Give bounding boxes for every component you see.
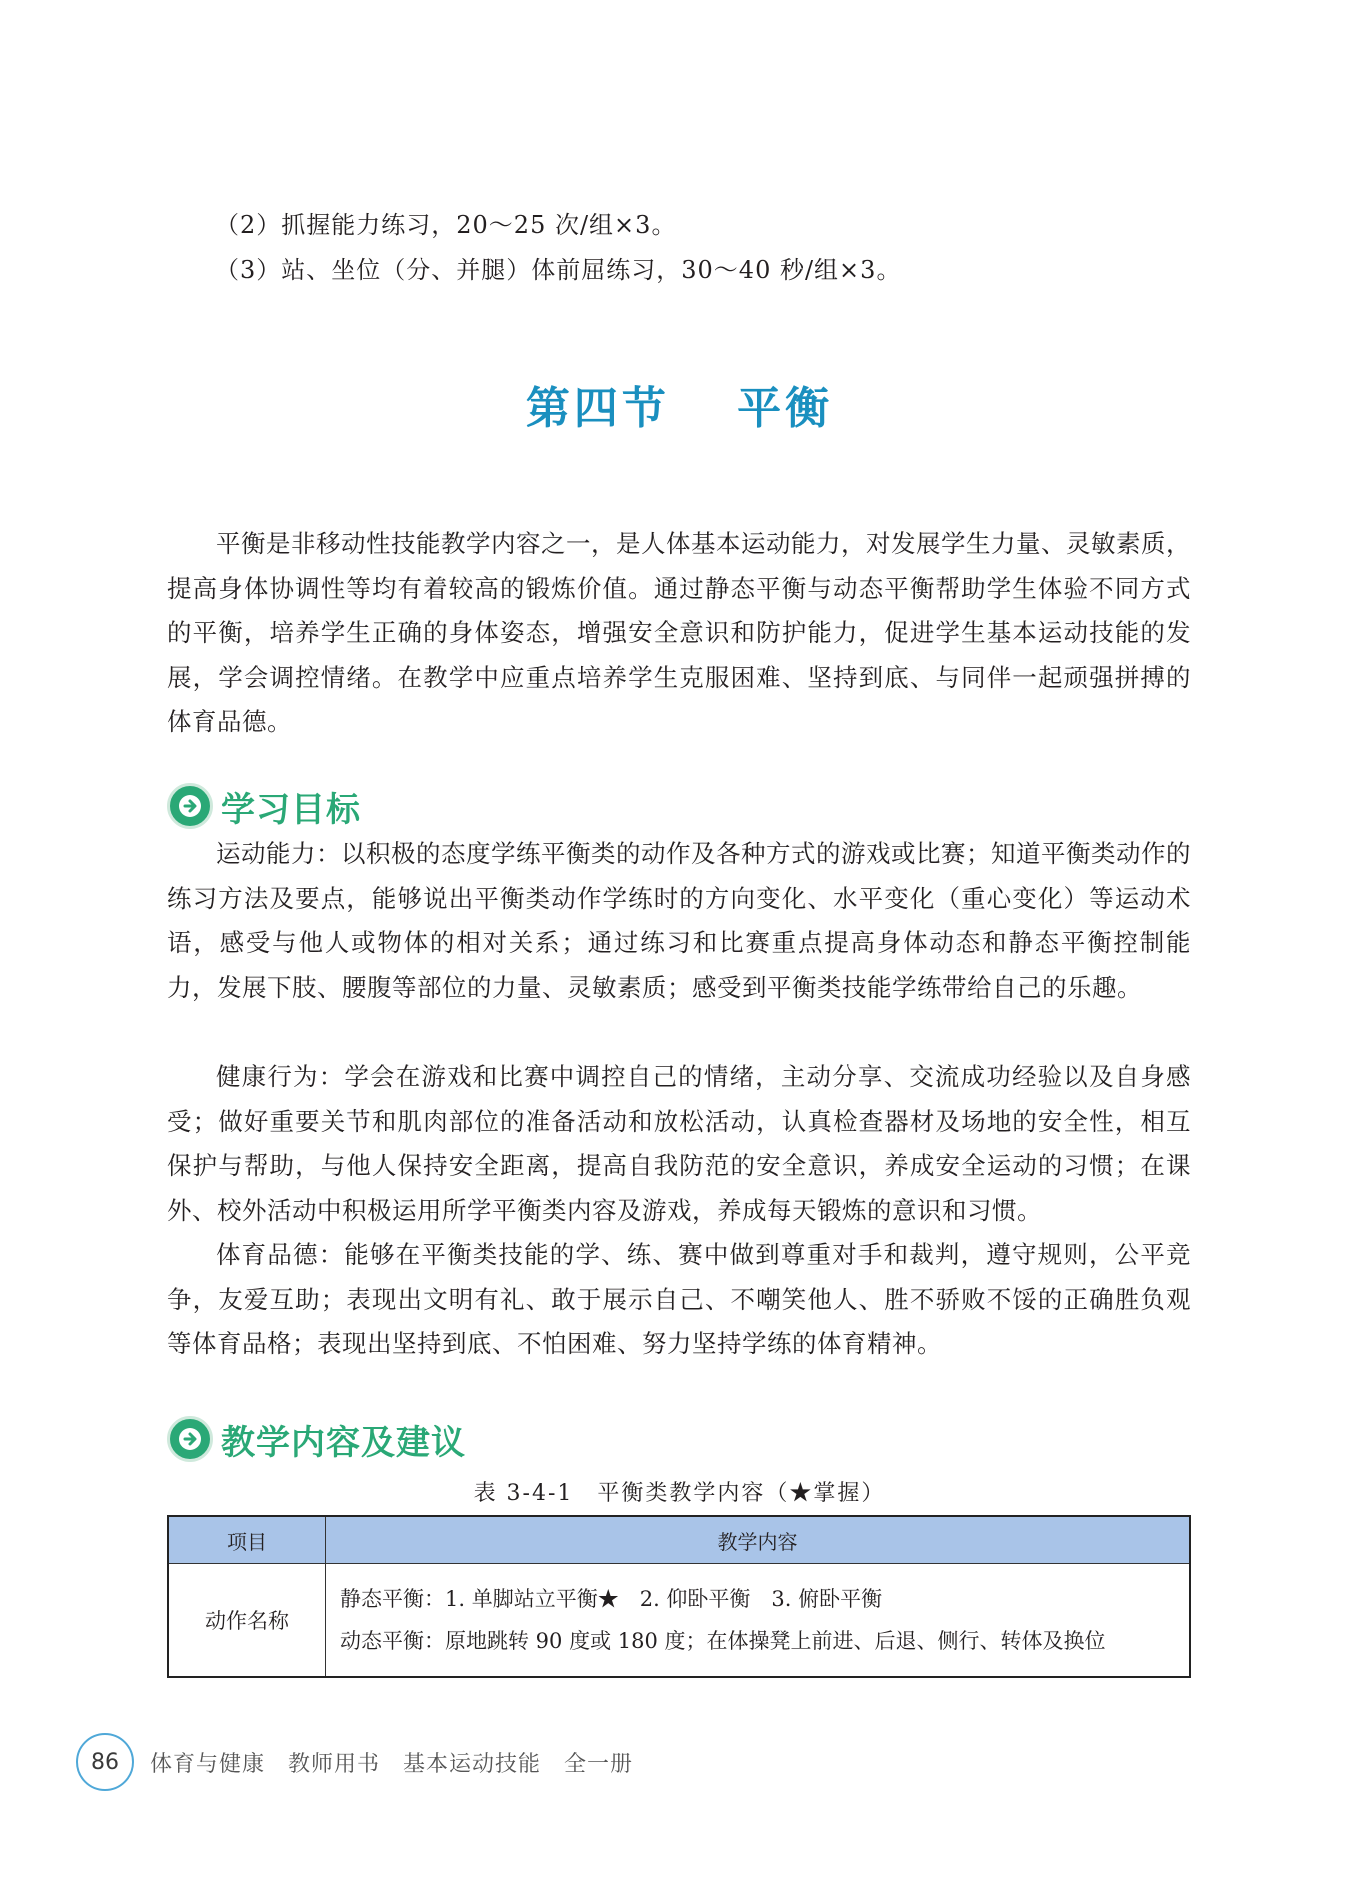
static-balance-line: 静态平衡：1. 单脚站立平衡★ 2. 仰卧平衡 3. 俯卧平衡	[340, 1587, 883, 1611]
intro-paragraph: 平衡是非移动性技能教学内容之一，是人体基本运动能力，对发展学生力量、灵敏素质，提高身体协调性等均有着较高的锻炼价值。通过静态平衡与动态平衡帮助学生体验不同方式的平衡，培养学生正确的身体姿态，增强安全意识和防护能力，促进学生基本运动技能的发展，学会调控情绪。在教学中应重点培养学生克服困难、坚持到底、与同伴一起顽强拼搏的体育品德。	[167, 529, 1191, 736]
dynamic-balance-line: 动态平衡：原地跳转 90 度或 180 度；在体操凳上前进、后退、侧行、转体及换位	[340, 1629, 1106, 1653]
goal-sports-ethics: 体育品德：能够在平衡类技能的学、练、赛中做到尊重对手和裁判，遵守规则，公平竞争，友爱互助；表现出文明有礼、敢于展示自己、不嘲笑他人、胜不骄败不馁的正确胜负观等体育品格；表现出坚持到底、不怕困难、努力坚持学练的体育精神。	[167, 1240, 1191, 1358]
heading-learning-goals	[167, 781, 361, 831]
page-number: 86	[76, 1733, 134, 1791]
goal-health-behavior: 健康行为：学会在游戏和比赛中调控自己的情绪，主动分享、交流成功经验以及自身感受；做好重要关节和肌肉部位的准备活动和放松活动，认真检查器材及场地的安全性，相互保护与帮助，与他人保持安全距离，提高自我防范的安全意识，养成安全运动的习惯；在课外、校外活动中积极运用所学平衡类内容及游戏，养成每天锻炼的意识和习惯。	[167, 1062, 1191, 1225]
heading-teaching-content	[167, 1414, 466, 1464]
page-footer	[76, 1733, 633, 1791]
section-title: 第四节 平衡	[525, 383, 834, 434]
header-item: 项目	[168, 1516, 326, 1564]
goal-motor-ability: 运动能力：以积极的态度学练平衡类的动作及各种方式的游戏或比赛；知道平衡类动作的练习方法及要点，能够说出平衡类动作学练时的方向变化、水平变化（重心变化）等运动术语，感受与他人或物体的相对关系；通过练习和比赛重点提高身体动态和静态平衡控制能力，发展下肢、腰腹等部位的力量、灵敏素质；感受到平衡类技能学练带给自己的乐趣。	[167, 839, 1191, 1002]
table-caption: 表 3-4-1 平衡类教学内容（★掌握）	[473, 1481, 886, 1506]
content-table	[167, 1515, 1191, 1678]
row-label: 动作名称	[168, 1564, 326, 1678]
list-item-2: （2）抓握能力练习，20～25 次/组×3。	[215, 211, 677, 239]
heading-label: 学习目标	[221, 789, 361, 830]
table-header-row	[168, 1516, 1190, 1564]
list-item-3: （3）站、坐位（分、并腿）体前屈练习，30～40 秒/组×3。	[215, 256, 902, 284]
arrow-right-circle-icon	[167, 783, 213, 829]
heading-label: 教学内容及建议	[221, 1422, 466, 1463]
header-content: 教学内容	[326, 1516, 1191, 1564]
row-content	[326, 1564, 1191, 1678]
book-title: 体育与健康 教师用书 基本运动技能 全一册	[150, 1751, 634, 1777]
arrow-right-circle-icon	[167, 1416, 213, 1462]
table-row	[168, 1564, 1190, 1678]
